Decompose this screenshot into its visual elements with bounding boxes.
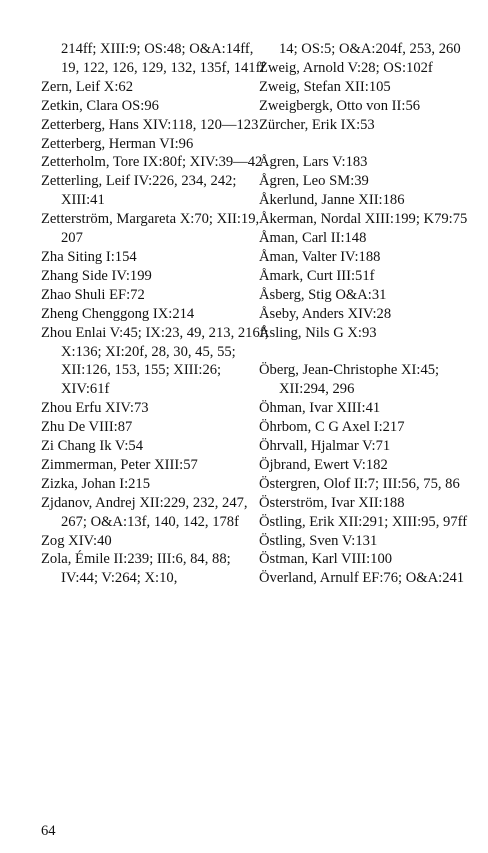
index-column-right	[259, 40, 484, 588]
index-entry: Zhou Erfu XIV:73	[41, 400, 149, 417]
index-entry: Zizka, Johan I:215	[41, 475, 151, 492]
index-entry: Öhman, Ivar XIII:41	[259, 400, 381, 417]
index-entry: Åsberg, Stig O&A:31	[259, 286, 387, 303]
index-entry-continuation: 14; OS:5; O&A:204f, 253, 260	[279, 41, 461, 57]
index-entry: Åman, Carl II:148	[259, 230, 367, 247]
index-entry: Östman, Karl VIII:100	[259, 551, 393, 568]
index-entry: Zhu De VIII:87	[41, 419, 133, 436]
index-entry-continuation: 214ff; XIII:9; OS:48; O&A:14ff, 19, 122, 126, 129, 132, 135f, 141ff	[61, 41, 266, 76]
index-entry: Åkerman, Nordal XIII:199; K79:75	[259, 211, 468, 228]
index-entry: Zi Chang Ik V:54	[41, 438, 144, 455]
index-entry: Zweig, Stefan XII:105	[259, 78, 391, 95]
section-gap	[259, 342, 484, 361]
index-entry: Öjbrand, Ewert V:182	[259, 456, 388, 473]
index-entry: Östling, Erik XII:291; XIII:95, 97ff	[259, 513, 468, 530]
section-gap	[259, 135, 484, 154]
index-entry: Zimmerman, Peter XIII:57	[41, 456, 198, 473]
page-number: 64	[41, 823, 56, 839]
index-entry: Zhou Enlai V:45; IX:23, 49, 213, 216f; X:136; XI:20f, 28, 30, 45, 55; XII:126, 153, 155; XIII:26; XIV:61f	[41, 324, 269, 398]
index-entry: Ågren, Leo SM:39	[259, 173, 369, 190]
index-entry: Åkerlund, Janne XII:186	[259, 192, 405, 209]
index-entry: Åmark, Curt III:51f	[259, 267, 375, 284]
index-entry: Åseby, Anders XIV:28	[259, 305, 392, 322]
index-entry: Zetterberg, Hans XIV:118, 120—123	[41, 116, 259, 133]
index-column-left	[41, 40, 269, 588]
index-entry: Zetterholm, Tore IX:80f; XIV:39—42	[41, 154, 263, 171]
index-entry: Zjdanov, Andrej XII:229, 232, 247, 267; O&A:13f, 140, 142, 178f	[41, 494, 248, 530]
index-entry: Zetkin, Clara OS:96	[41, 97, 159, 114]
index-entry: Zhao Shuli EF:72	[41, 286, 145, 303]
index-entry: Överland, Arnulf EF:76; O&A:241	[259, 570, 465, 587]
index-entry: Zetterling, Leif IV:226, 234, 242; XIII:41	[41, 173, 237, 209]
index-entry: Zern, Leif X:62	[41, 78, 133, 95]
index-entry: Öhrvall, Hjalmar V:71	[259, 438, 391, 454]
index-entry: Åman, Valter IV:188	[259, 248, 381, 265]
index-entry: Ågren, Lars V:183	[259, 154, 368, 171]
index-entry: Zhang Side IV:199	[41, 267, 152, 284]
index-entry: Zola, Émile II:239; III:6, 84, 88; IV:44; V:264; X:10,	[41, 551, 231, 587]
index-entry: Zog XIV:40	[41, 532, 112, 549]
index-entry: Zürcher, Erik IX:53	[259, 116, 375, 133]
index-entry: Öhrbom, C G Axel I:217	[259, 419, 405, 436]
index-entry: Zetterberg, Herman VI:96	[41, 135, 194, 152]
index-entry: Östergren, Olof II:7; III:56, 75, 86	[259, 475, 460, 492]
index-entry: Zha Siting I:154	[41, 248, 137, 265]
index-entry: Åsling, Nils G X:93	[259, 324, 377, 341]
index-entry: Zheng Chenggong IX:214	[41, 305, 195, 322]
index-entry: Zweigbergk, Otto von II:56	[259, 97, 421, 114]
index-entry: Öberg, Jean-Christophe XI:45; XII:294, 296	[259, 362, 440, 398]
index-entry: Zweig, Arnold V:28; OS:102f	[259, 59, 433, 76]
index-entry: Österström, Ivar XII:188	[259, 494, 405, 511]
index-entry: Zetterström, Margareta X:70; XII:19, 207	[41, 211, 260, 247]
index-entry: Östling, Sven V:131	[259, 532, 378, 549]
